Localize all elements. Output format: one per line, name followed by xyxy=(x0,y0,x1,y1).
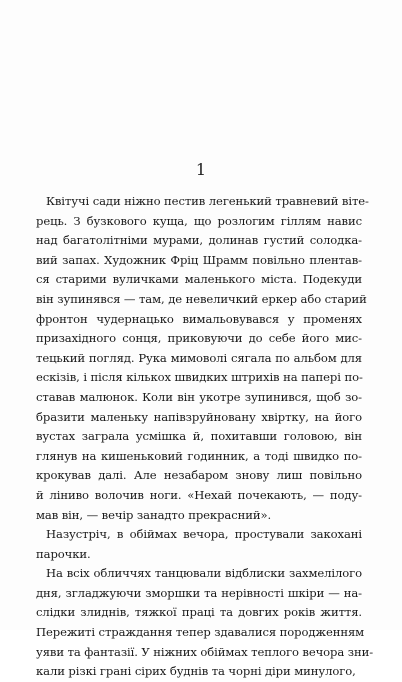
paragraph-line: Квітучі сади ніжно пестив легенький травневий віте- xyxy=(46,194,369,208)
body-text xyxy=(36,192,374,682)
paragraph-line: фронтон чудернацько вимальовувався у променях xyxy=(36,311,362,326)
paragraph-line: уяви та фантазії. У ніжних обіймах теплого вечора зни- xyxy=(36,644,374,659)
paragraph-line: ся старими вуличками маленького міста. Подекуди xyxy=(36,272,362,287)
chapter-number: 1 xyxy=(195,160,207,179)
paragraph-line: вий запах. Художник Фріц Шрамм повільно плентав- xyxy=(36,252,362,267)
paragraph-line: він зупинявся — там, де невеличкий еркер або старий xyxy=(36,291,367,306)
paragraph-line: призахідного сонця, приковуючи до себе його мис- xyxy=(36,331,362,346)
paragraph-line: тецький погляд. Рука мимоволі сягала по альбом для xyxy=(36,350,362,365)
paragraph-line: кали різкі грані сірих буднів та чорні діри минулого, xyxy=(36,664,356,679)
paragraph-line: парочки. xyxy=(36,546,91,561)
paragraph-line: мав він, — вечір занадто прекрасний». xyxy=(36,507,272,522)
paragraph-line: Назустріч, в обіймах вечора, простували закохані xyxy=(46,527,362,542)
paragraph-line: Пережиті страждання тепер здавалися породженням xyxy=(36,625,365,640)
paragraph-line: На всіх обличчях танцювали відблиски захмелілого xyxy=(46,566,362,581)
paragraph-line: ескізів, і після кількох швидких штрихів на папері по- xyxy=(36,370,363,385)
paragraph-line: бразити маленьку напівзруйновану хвіртку, на його xyxy=(36,409,362,424)
paragraph-line: над багатолітніми мурами, долинав густий солодка- xyxy=(36,233,362,248)
paragraph-line: крокував далі. Але незабаром знову лиш повільно xyxy=(36,468,362,483)
paragraph-line: й ліниво волочив ноги. «Нехай почекають, — поду- xyxy=(36,487,362,502)
paragraph-line: слідки злиднів, тяжкої праці та довгих років життя. xyxy=(36,605,362,620)
paragraph-line: дня, згладжуючи зморшки та нерівності шкіри — на- xyxy=(36,585,362,600)
paragraph-line: вустах заграла усмішка й, похитавши головою, він xyxy=(36,429,362,444)
paragraph-line: глянув на кишеньковий годинник, а тоді швидко по- xyxy=(36,448,362,463)
paragraph-line: рець. З бузкового куща, що розлогим гіллям навис xyxy=(36,213,362,228)
paragraph-line: ставав малюнок. Коли він укотре зупинився, щоб зо- xyxy=(36,389,362,404)
